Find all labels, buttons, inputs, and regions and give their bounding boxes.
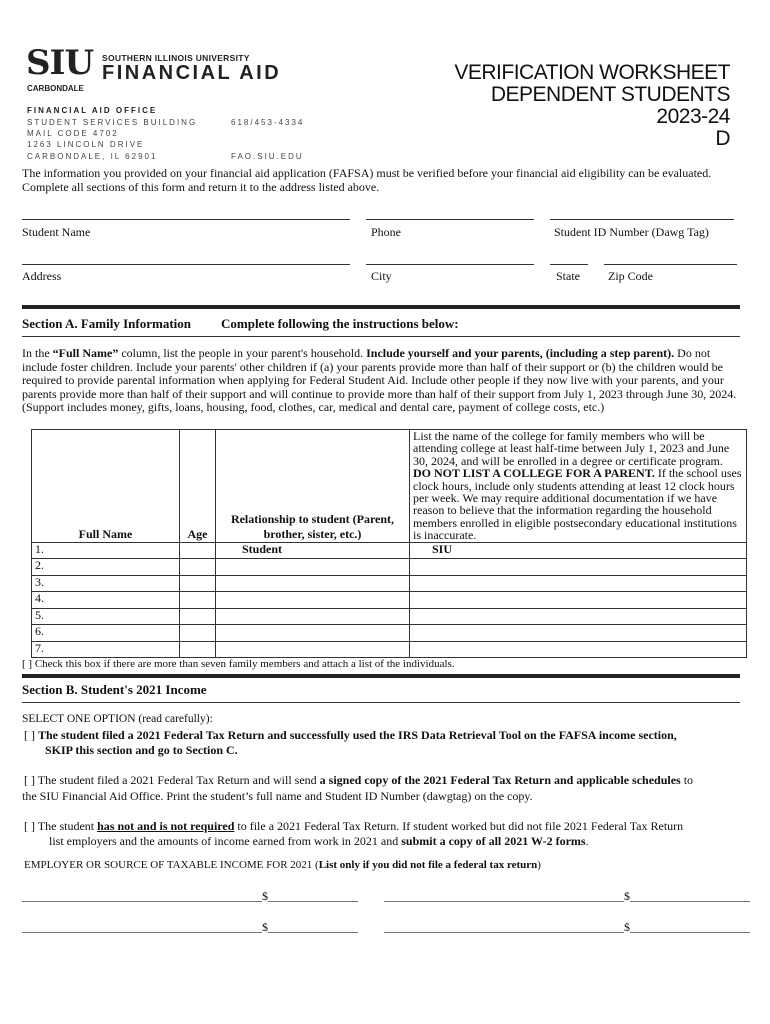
- section-a-title: Section A. Family Information: [22, 316, 191, 331]
- student-id-label: Student ID Number (Dawg Tag): [554, 225, 709, 239]
- college-no-parent: DO NOT LIST A COLLEGE FOR A PARENT.: [413, 466, 655, 481]
- col-full-name: Full Name: [32, 430, 180, 543]
- option-1-checkbox[interactable]: [ ]: [24, 728, 35, 742]
- row-number: 7.: [35, 640, 44, 655]
- col-college: [410, 430, 747, 543]
- intro-text: The information you provided on your financial aid application (FAFSA) must be verified before your financial aid eligibility can be evaluated. Complete all sections of this form and return it to the address listed above.: [22, 166, 712, 194]
- section-b-title: Section B. Student's 2021 Income: [22, 682, 207, 697]
- row-4-name[interactable]: [32, 592, 180, 609]
- employer-line-1-left[interactable]: ________________________________________$_______________: [22, 889, 358, 903]
- row-6-relationship[interactable]: [216, 625, 410, 642]
- college-text-1: List the name of the college for family members who will be attending college at least half-time between July 1, 2023 and June 30, 2024, and will be enrolled in a degree or certificate program.: [413, 429, 730, 468]
- section-a-rule: [22, 336, 740, 337]
- row-number: 3.: [35, 574, 44, 589]
- employer-line-1-right[interactable]: ________________________________________$____________________: [384, 889, 750, 903]
- row-number: 4.: [35, 591, 44, 606]
- option-2-bold: a signed copy of the 2021 Federal Tax Return and applicable schedules: [319, 773, 681, 787]
- row-7-relationship[interactable]: [216, 641, 410, 658]
- option-2-line-2: the SIU Financial Aid Office. Print the student’s full name and Student ID Number (dawgtag) on the copy.: [22, 789, 533, 803]
- row-2-college[interactable]: [410, 559, 747, 576]
- option-1[interactable]: [24, 728, 742, 758]
- office-website: FAO.SIU.EDU: [231, 152, 304, 161]
- section-a-instructions: [22, 347, 747, 415]
- title-line-2: DEPENDENT STUDENTS: [490, 83, 730, 106]
- row-5-age[interactable]: [180, 608, 216, 625]
- row-7-college[interactable]: [410, 641, 747, 658]
- option-3[interactable]: [24, 819, 746, 849]
- employer-line-2-right[interactable]: ________________________________________$____________________: [384, 920, 750, 934]
- option-3-w2: submit a copy of all 2021 W-2 forms: [401, 834, 586, 848]
- row-5-relationship[interactable]: [216, 608, 410, 625]
- col-age: Age: [180, 430, 216, 543]
- row-1-name[interactable]: [32, 542, 180, 559]
- city-label: City: [371, 269, 392, 283]
- department-name: FINANCIAL AID: [102, 62, 282, 84]
- family-table: [31, 429, 747, 658]
- option-3-text-3: list employers and the amounts of income earned from work in 2021 and: [49, 834, 402, 848]
- college-text-2: If the school uses clock hours, include only students attending at least 12 clock hours per week. We may require additional documentation if we have reason to believe that the information regarding the household members enrolled in eligible postsecondary educational institutions is inaccurate.: [413, 466, 742, 543]
- row-3-relationship[interactable]: [216, 575, 410, 592]
- office-phone: 618/453-4334: [231, 118, 305, 127]
- office-city: CARBONDALE, IL 62901: [27, 152, 158, 161]
- title-line-4: D: [715, 127, 730, 150]
- siu-logo: SIU: [26, 43, 94, 83]
- option-3-period: .: [585, 834, 589, 848]
- option-3-line-2: [24, 834, 746, 849]
- title-line-1: VERIFICATION WORKSHEET: [454, 61, 730, 84]
- campus-name: CARBONDALE: [27, 84, 84, 93]
- row-3-name[interactable]: [32, 575, 180, 592]
- option-2[interactable]: [24, 773, 746, 788]
- row-4-college[interactable]: [410, 592, 747, 609]
- phone-label: Phone: [371, 225, 401, 239]
- instr-include: Include yourself and your parents, (including a step parent).: [366, 346, 675, 360]
- col-relationship: Relationship to student (Parent, brother, sister, etc.): [216, 430, 410, 543]
- row-6-name[interactable]: [32, 625, 180, 642]
- option-2-text-1: The student filed a 2021 Federal Tax Return and will send: [37, 773, 320, 787]
- office-mailcode: MAIL CODE 4702: [27, 129, 119, 138]
- row-2-age[interactable]: [180, 559, 216, 576]
- employer-bold: List only if you did not file a federal tax return: [318, 859, 538, 871]
- office-name: FINANCIAL AID OFFICE: [27, 106, 158, 115]
- state-line[interactable]: [550, 264, 588, 265]
- option-3-text-1: The student: [37, 819, 98, 833]
- row-7-age[interactable]: [180, 641, 216, 658]
- instr-text-3: Do not include foster children. Include your parents' other children if (a) your parents provide more than half of their support or (b) the children would be required to provide parental information when applying for Federal Student Aid. Include other people if they now live with your parents, and your parents provide more than half of their support and will continue to provide more than half of their support from July 1, 2023 through June 30, 2024. (Support includes money, gifts, loans, housing, food, clothes, car, medical and dental care, payment of college costs, etc.): [22, 346, 737, 414]
- section-a-divider: [22, 305, 740, 309]
- row-2-name[interactable]: [32, 559, 180, 576]
- address-label: Address: [22, 269, 62, 283]
- employer-line-2-left[interactable]: ________________________________________$_______________: [22, 920, 358, 934]
- more-members-checkbox[interactable]: [ ] Check this box if there are more than seven family members and attach a list of the individuals.: [22, 658, 455, 670]
- office-building: STUDENT SERVICES BUILDING: [27, 118, 198, 127]
- option-1-text: The student filed a 2021 Federal Tax Return and successfully used the IRS Data Retrieval Tool on the FAFSA income section,: [38, 728, 677, 742]
- row-5-name[interactable]: [32, 608, 180, 625]
- option-3-text-2: to file a 2021 Federal Tax Return. If student worked but did not file 2021 Federal Tax Return: [234, 819, 684, 833]
- employer-text-2: ): [537, 859, 541, 871]
- student-name-line[interactable]: [22, 219, 350, 220]
- instr-text-1: In the: [22, 346, 53, 360]
- row-3-college[interactable]: [410, 575, 747, 592]
- row-number: 5.: [35, 607, 44, 622]
- row-6-age[interactable]: [180, 625, 216, 642]
- option-3-checkbox[interactable]: [ ]: [24, 819, 35, 833]
- row-6-college[interactable]: [410, 625, 747, 642]
- row-4-age[interactable]: [180, 592, 216, 609]
- title-line-3: 2023-24: [656, 105, 730, 128]
- row-number: 1.: [35, 541, 44, 556]
- row-3-age[interactable]: [180, 575, 216, 592]
- office-street: 1263 LINCOLN DRIVE: [27, 140, 145, 149]
- section-a-subtitle: Complete following the instructions below:: [221, 316, 459, 331]
- row-1-relationship: Student: [216, 542, 410, 559]
- zip-label: Zip Code: [608, 269, 653, 283]
- option-2-checkbox[interactable]: [ ]: [24, 773, 35, 787]
- zip-line[interactable]: [604, 264, 737, 265]
- section-b-rule: [22, 702, 740, 703]
- section-b-divider: [22, 674, 740, 678]
- row-number: 6.: [35, 624, 44, 639]
- option-1-skip: SKIP this section and go to Section C.: [45, 743, 238, 757]
- employer-text-1: EMPLOYER OR SOURCE OF TAXABLE INCOME FOR 2021 (: [24, 859, 319, 871]
- student-id-line[interactable]: [550, 219, 734, 220]
- university-name: SOUTHERN ILLINOIS UNIVERSITY: [102, 53, 250, 63]
- row-number: 2.: [35, 558, 44, 573]
- state-label: State: [556, 269, 580, 283]
- row-1-age[interactable]: [180, 542, 216, 559]
- option-3-not-required: has not and is not required: [97, 819, 235, 833]
- row-2-relationship[interactable]: [216, 559, 410, 576]
- row-1-college: SIU: [410, 542, 747, 559]
- phone-line[interactable]: [366, 219, 534, 220]
- row-5-college[interactable]: [410, 608, 747, 625]
- row-4-relationship[interactable]: [216, 592, 410, 609]
- employer-heading: [24, 859, 541, 871]
- option-2-text-2: to: [680, 773, 694, 787]
- worksheet-title: [454, 62, 730, 150]
- row-7-name[interactable]: [32, 641, 180, 658]
- city-line[interactable]: [366, 264, 534, 265]
- instr-text-2: column, list the people in your parent's household.: [118, 346, 367, 360]
- student-name-label: Student Name: [22, 225, 91, 239]
- instr-full-name: “Full Name”: [52, 346, 119, 360]
- select-one-option: SELECT ONE OPTION (read carefully):: [22, 713, 213, 725]
- address-line[interactable]: [22, 264, 350, 265]
